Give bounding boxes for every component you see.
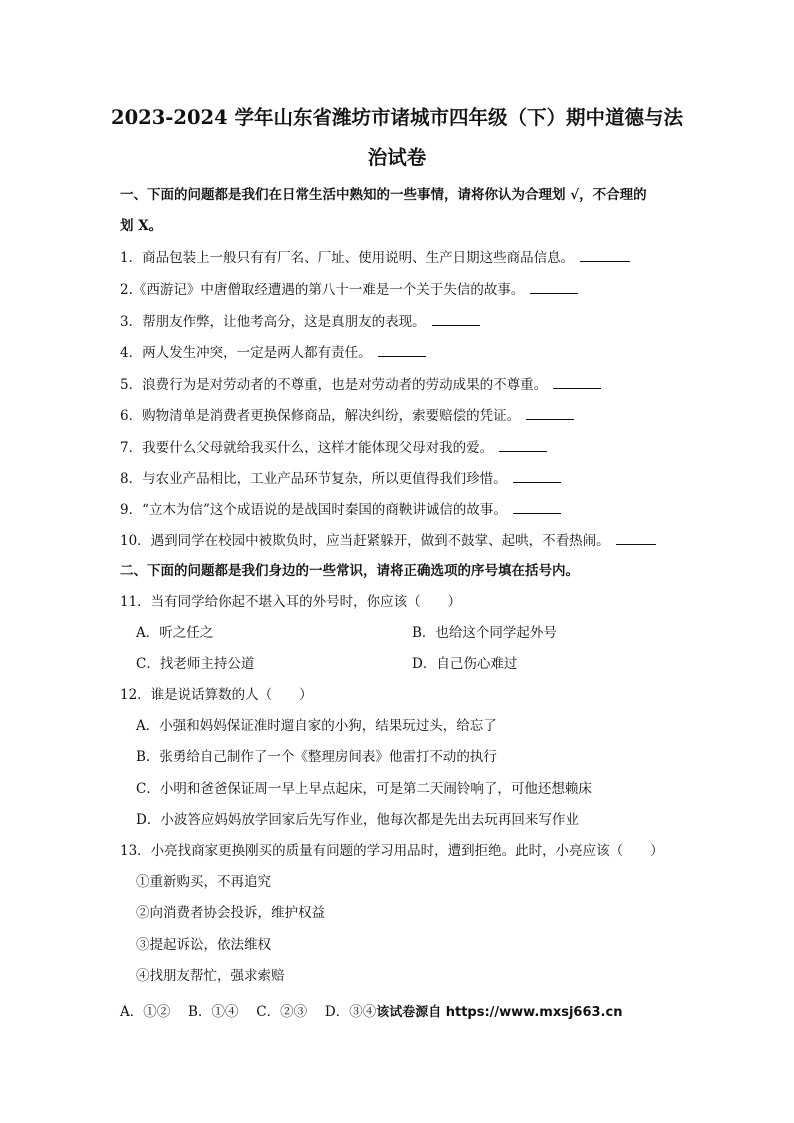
question-10-text: 10．遇到同学在校园中被欺负时，应当赶紧躲开，做到不鼓掌、起哄，不看热闹。 (120, 533, 610, 549)
question-12-option-d: D．小波答应妈妈放学回家后先写作业，他每次都是先出去玩再回来写作业 (136, 812, 579, 828)
question-13-statement-3: ③提起诉讼，依法维权 (136, 937, 271, 953)
question-11-option-d: D．自己伤心难过 (412, 656, 518, 672)
source-watermark-text: 该试卷源自 https://www.mxsj663.cn (376, 1005, 623, 1020)
question-1-text: 1．商品包装上一般只有有厂名、厂址、使用说明、生产日期这些商品信息。 (120, 250, 575, 266)
question-3 (120, 311, 480, 332)
question-10 (120, 530, 656, 551)
question-13-statement-4: ④找朋友帮忙，强求索赔 (136, 968, 285, 984)
question-13-statement-2: ②向消费者协会投诉，维护权益 (136, 905, 325, 921)
question-7-text: 7．我要什么父母就给我买什么，这样才能体现父母对我的爱。 (120, 440, 494, 456)
question-11-option-c: C．找老师主持公道 (136, 656, 255, 672)
answer-blank (526, 405, 574, 420)
answer-blank (513, 499, 561, 514)
question-1 (120, 247, 630, 268)
question-5 (120, 374, 601, 395)
question-6-text: 6．购物清单是消费者更换保修商品，解决纠纷，索要赔偿的凭证。 (120, 408, 521, 424)
answer-blank (616, 530, 656, 545)
answer-blank (513, 468, 561, 483)
answer-blank (580, 247, 630, 262)
question-13-answer-row (120, 1002, 622, 1023)
question-7 (120, 437, 547, 458)
question-13-statement-1: ①重新购买，不再追究 (136, 874, 271, 890)
question-5-text: 5．浪费行为是对劳动者的不尊重，也是对劳动者的劳动成果的不尊重。 (120, 377, 548, 393)
section-2-heading: 二、下面的问题都是我们身边的一些常识，请将正确选项的序号填在括号内。 (120, 563, 579, 579)
question-2 (120, 279, 578, 300)
answer-blank (553, 374, 601, 389)
question-12-option-b: B．张勇给自己制作了一个《整理房间表》他雷打不动的执行 (136, 749, 497, 765)
question-4-text: 4．两人发生冲突，一定是两人都有责任。 (120, 345, 372, 361)
answer-blank (530, 279, 578, 294)
section-1-heading-line-1: 一、下面的问题都是我们在日常生活中熟知的一些事情，请将你认为合理划 √，不合理的 (120, 187, 647, 203)
question-8-text: 8．与农业产品相比，工业产品环节复杂，所以更值得我们珍惜。 (120, 471, 507, 487)
question-8 (120, 468, 561, 489)
question-13-options: A．①② B．①④ C．②③ D．③④ (120, 1004, 377, 1020)
exam-title-line-2: 治试卷 (367, 146, 427, 169)
question-11-option-b: B．也给这个同学起外号 (412, 625, 557, 641)
question-12-option-c: C．小明和爸爸保证周一早上早点起床，可是第二天闹铃响了，可他还想赖床 (136, 781, 592, 797)
question-12-option-a: A．小强和妈妈保证准时遛自家的小狗，结果玩过头，给忘了 (136, 718, 497, 734)
question-3-text: 3．帮朋友作弊，让他考高分，这是真朋友的表现。 (120, 314, 426, 330)
question-2-text: 2.《西游记》中唐僧取经遭遇的第八十一难是一个关于失信的故事。 (120, 282, 525, 298)
answer-blank (432, 311, 480, 326)
answer-blank (378, 342, 426, 357)
question-9-text: 9．“立木为信”这个成语说的是战国时秦国的商鞅讲诚信的故事。 (120, 502, 507, 518)
question-12-stem: 12．谁是说话算数的人（ ） (120, 687, 313, 703)
question-4 (120, 342, 426, 363)
question-6 (120, 405, 574, 426)
section-1-heading-line-2: 划 X。 (120, 218, 163, 234)
answer-blank (499, 437, 547, 452)
question-11-option-a: A．听之任之 (136, 625, 214, 641)
question-11-stem: 11．当有同学给你起不堪入耳的外号时，你应该（ ） (120, 594, 462, 610)
question-13-stem: 13．小亮找商家更换刚买的质量有问题的学习用品时，遭到拒绝。此时，小亮应该（ ） (120, 843, 664, 859)
question-9 (120, 499, 561, 520)
exam-title-line-1: 2023-2024 学年山东省潍坊市诸城市四年级（下）期中道德与法 (111, 106, 683, 129)
